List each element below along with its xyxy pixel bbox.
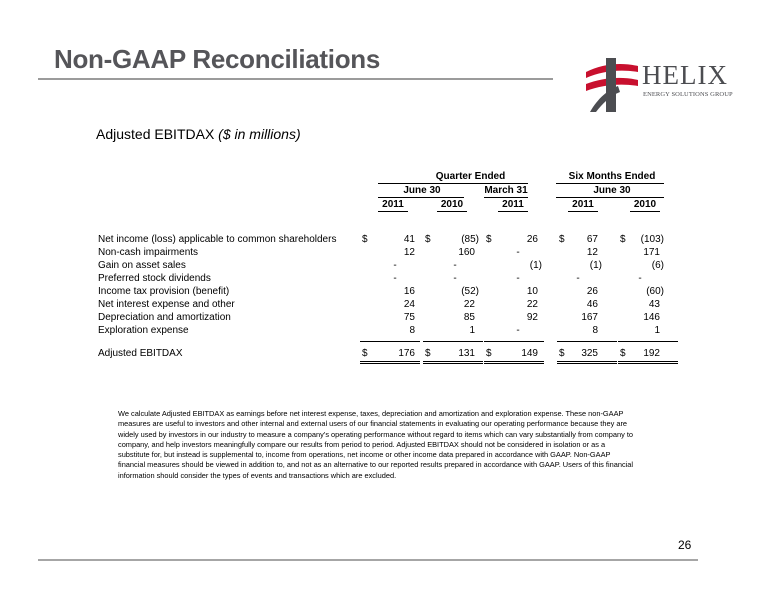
row-label: Net interest expense and other bbox=[98, 299, 235, 310]
year-underline bbox=[498, 211, 528, 212]
table-cell: 167 bbox=[581, 312, 598, 323]
table-cell: 75 bbox=[403, 312, 415, 323]
table-cell: 41 bbox=[403, 234, 415, 245]
row-label: Adjusted EBITDAX bbox=[98, 348, 183, 359]
table-cell: 12 bbox=[586, 247, 598, 258]
subtotal-rule bbox=[360, 341, 420, 342]
table-cell: (85) bbox=[461, 234, 479, 245]
table-cell: (103) bbox=[640, 234, 664, 245]
year-header: 2011 bbox=[572, 199, 594, 210]
table-cell: 92 bbox=[526, 312, 538, 323]
footnote: We calculate Adjusted EBITDAX as earnings before net interest expense, taxes, depreciation and amortization and exploration expense. These non-GAAP measures are useful to investors and other internal and external users of our financial statements in evaluating our operating performance because they are widely used by investors in our industry to measure a company’s operating performance without regard to items which can vary substantially from company to company, and help investors meaningfully compare our results from period to period. Adjusted EBITDAX should not be considered in isolation or as a substitute for, but instead is supplemental to, income from operations, net income or other income data prepared in accordance with GAAP. Non-GAAP financial measures should be viewed in addition to, and not as an alternative to our reported results prepared in accordance with GAAP. Users of this financial information should consider the types of events and transactions which are excluded. bbox=[118, 409, 634, 480]
total-double-rule bbox=[557, 363, 617, 364]
quarter-ended-header: Quarter Ended bbox=[435, 171, 506, 182]
table-cell: 46 bbox=[586, 299, 598, 310]
table-cell: - bbox=[516, 247, 520, 258]
currency-symbol: $ bbox=[362, 234, 368, 245]
currency-symbol: $ bbox=[620, 234, 626, 245]
table-cell: - bbox=[453, 260, 457, 271]
table-cell: 12 bbox=[403, 247, 415, 258]
currency-symbol: $ bbox=[425, 348, 431, 359]
table-cell: 26 bbox=[526, 234, 538, 245]
table-cell: 171 bbox=[643, 247, 660, 258]
total-double-rule bbox=[484, 361, 544, 362]
table-cell: (52) bbox=[461, 286, 479, 297]
subtotal-rule bbox=[423, 341, 483, 342]
row-label: Income tax provision (benefit) bbox=[98, 286, 230, 297]
table-cell: 1 bbox=[469, 325, 475, 336]
table-cell: (6) bbox=[651, 260, 664, 271]
table-cell: 16 bbox=[403, 286, 415, 297]
june30-underline bbox=[378, 197, 464, 198]
row-label: Gain on asset sales bbox=[98, 260, 186, 271]
total-double-rule bbox=[423, 363, 483, 364]
table-cell: 8 bbox=[592, 325, 598, 336]
march31-underline bbox=[484, 197, 528, 198]
helix-logo-mark-icon bbox=[584, 54, 640, 114]
total-double-rule bbox=[360, 361, 420, 362]
table-cell: 10 bbox=[526, 286, 538, 297]
total-double-rule bbox=[360, 363, 420, 364]
year-header: 2010 bbox=[633, 199, 657, 210]
currency-symbol: $ bbox=[559, 234, 565, 245]
table-cell: 192 bbox=[643, 348, 660, 359]
table-cell: - bbox=[393, 273, 397, 284]
table-cell: - bbox=[516, 273, 520, 284]
march31-header: March 31 bbox=[484, 185, 528, 196]
table-cell: 325 bbox=[581, 348, 598, 359]
page-number: 26 bbox=[678, 538, 692, 552]
year-header: 2010 bbox=[440, 199, 464, 210]
year-underline bbox=[568, 211, 598, 212]
table-cell: 85 bbox=[463, 312, 475, 323]
table-cell: - bbox=[638, 273, 642, 284]
currency-symbol: $ bbox=[425, 234, 431, 245]
table-cell: 146 bbox=[643, 312, 660, 323]
year-underline bbox=[630, 211, 660, 212]
total-double-rule bbox=[423, 361, 483, 362]
table-cell: - bbox=[393, 260, 397, 271]
june30-six-underline bbox=[556, 197, 664, 198]
slide-title: Non-GAAP Reconciliations bbox=[54, 44, 381, 74]
table-cell: 22 bbox=[463, 299, 475, 310]
subtotal-rule bbox=[484, 341, 544, 342]
table-cell: - bbox=[453, 273, 457, 284]
six-months-ended-underline bbox=[556, 183, 664, 184]
total-double-rule bbox=[557, 361, 617, 362]
table-cell: (1) bbox=[589, 260, 602, 271]
table-cell: (60) bbox=[646, 286, 664, 297]
subtotal-rule bbox=[618, 341, 678, 342]
year-underline bbox=[378, 211, 408, 212]
subtotal-rule bbox=[557, 341, 617, 342]
logo-wordmark: HELIX bbox=[642, 60, 728, 90]
table-cell: 67 bbox=[586, 234, 598, 245]
table-cell: 160 bbox=[458, 247, 475, 258]
currency-symbol: $ bbox=[559, 348, 565, 359]
table-cell: 26 bbox=[586, 286, 598, 297]
table-cell: 8 bbox=[409, 325, 415, 336]
row-label: Exploration expense bbox=[98, 325, 189, 336]
currency-symbol: $ bbox=[620, 348, 626, 359]
table-caption-main: Adjusted EBITDAX bbox=[96, 126, 219, 142]
quarter-ended-underline bbox=[378, 183, 528, 184]
row-label: Depreciation and amortization bbox=[98, 312, 231, 323]
table-cell: 43 bbox=[648, 299, 660, 310]
table-cell: 176 bbox=[398, 348, 415, 359]
title-divider bbox=[38, 78, 553, 80]
june30-six-header: June 30 bbox=[593, 185, 631, 196]
june30-header: June 30 bbox=[403, 185, 441, 196]
table-cell: 24 bbox=[403, 299, 415, 310]
table-caption bbox=[96, 126, 301, 142]
year-header: 2011 bbox=[502, 199, 524, 210]
footer-divider bbox=[38, 559, 698, 561]
logo-tagline: ENERGY SOLUTIONS GROUP bbox=[643, 91, 733, 98]
currency-symbol: $ bbox=[486, 348, 492, 359]
table-cell: (1) bbox=[529, 260, 542, 271]
total-double-rule bbox=[484, 363, 544, 364]
row-label: Net income (loss) applicable to common shareholders bbox=[98, 234, 337, 245]
table-cell: - bbox=[516, 325, 520, 336]
currency-symbol: $ bbox=[486, 234, 492, 245]
helix-logo bbox=[584, 54, 734, 114]
year-underline bbox=[437, 211, 467, 212]
table-cell: - bbox=[576, 273, 580, 284]
six-months-ended-header: Six Months Ended bbox=[568, 171, 656, 182]
table-caption-units: ($ in millions) bbox=[218, 126, 301, 142]
table-cell: 1 bbox=[654, 325, 660, 336]
total-double-rule bbox=[618, 363, 678, 364]
row-label: Non-cash impairments bbox=[98, 247, 199, 258]
year-header: 2011 bbox=[382, 199, 404, 210]
row-label: Preferred stock dividends bbox=[98, 273, 211, 284]
table-cell: 149 bbox=[521, 348, 538, 359]
table-cell: 131 bbox=[458, 348, 475, 359]
table-cell: 22 bbox=[526, 299, 538, 310]
currency-symbol: $ bbox=[362, 348, 368, 359]
total-double-rule bbox=[618, 361, 678, 362]
